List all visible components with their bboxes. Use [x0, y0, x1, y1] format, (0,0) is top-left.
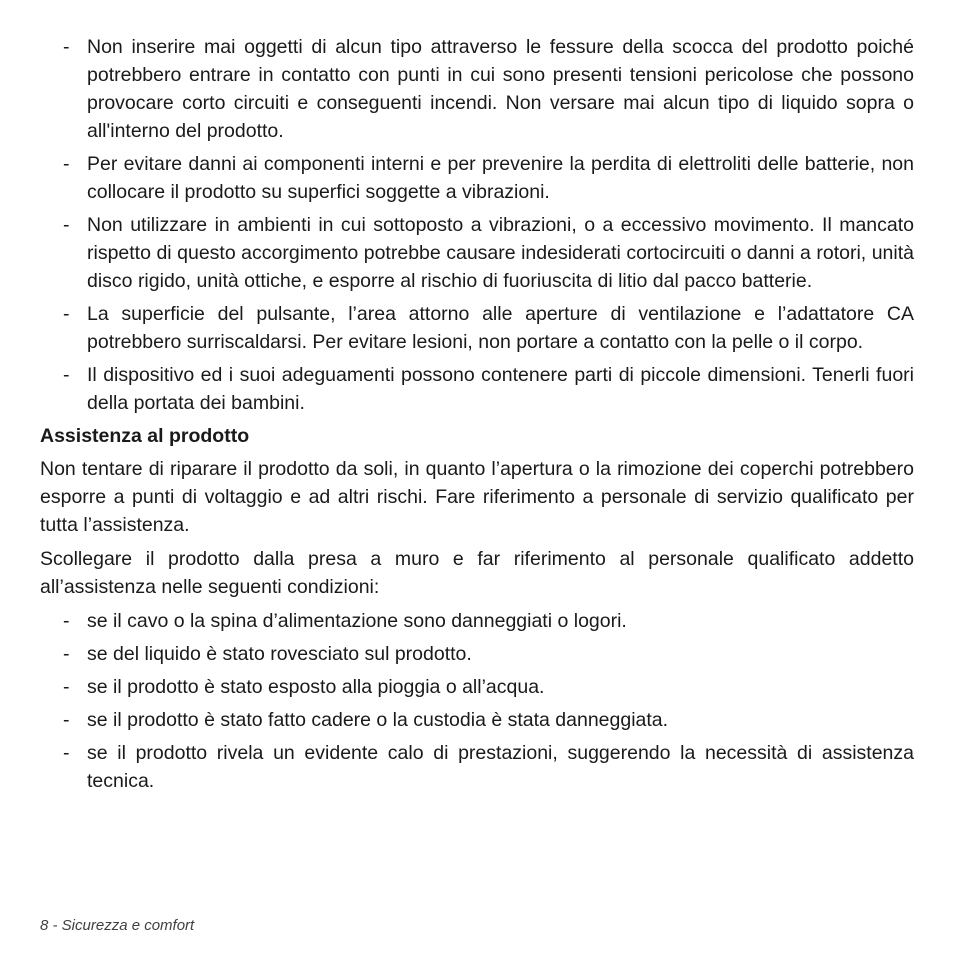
section-heading: Assistenza al prodotto — [40, 425, 250, 447]
dash-bullet: - — [63, 709, 70, 731]
page-content — [40, 33, 914, 800]
list-item-text: se il prodotto rivela un evidente calo di prestazioni, suggerendo la necessità di assistenza tecnica. — [87, 742, 914, 792]
dash-bullet: - — [63, 742, 70, 764]
dash-bullet: - — [63, 214, 70, 236]
list-item-text: Il dispositivo ed i suoi adeguamenti possono contenere parti di piccole dimensioni. Tenerli fuori della portata dei bambini. — [87, 364, 914, 414]
list-item — [40, 33, 914, 145]
list-item — [40, 300, 914, 356]
paragraph-repair-warning: Non tentare di riparare il prodotto da soli, in quanto l’apertura o la rimozione dei coperchi potrebbero esporre a punti di voltaggio e ad altri rischi. Fare riferimento a personale di servizio qualificato per tutta l’assistenza. — [40, 458, 914, 536]
list-item-text: se il prodotto è stato esposto alla pioggia o all’acqua. — [87, 676, 545, 698]
list-item — [40, 361, 914, 417]
list-item-text: Non inserire mai oggetti di alcun tipo attraverso le fessure della scocca del prodotto poiché potrebbero entrare in contatto con punti in cui sono presenti tensioni pericolose che possono provocare corto circuiti e conseguenti incendi. Non versare mai alcun tipo di liquido sopra o all'interno del prodotto. — [87, 36, 914, 142]
list-item — [40, 211, 914, 295]
list-item-text: La superficie del pulsante, l’area attorno alle aperture di ventilazione e l’adattatore CA potrebbero surriscaldarsi. Per evitare lesioni, non portare a contatto con la pelle o il corpo. — [87, 303, 914, 353]
dash-bullet: - — [63, 364, 70, 386]
list-item-text: se del liquido è stato rovesciato sul prodotto. — [87, 643, 472, 665]
list-item-text: se il prodotto è stato fatto cadere o la custodia è stata danneggiata. — [87, 709, 669, 731]
list-item-text: Non utilizzare in ambienti in cui sottoposto a vibrazioni, o a eccessivo movimento. Il mancato rispetto di questo accorgimento potrebbe causare indesiderati cortocircuiti o danni a rotori, unità disco rigido, unità ottiche, e esporre al rischio di fuoriuscita di litio dal pacco batterie. — [87, 214, 914, 292]
list-item — [40, 640, 914, 668]
dash-bullet: - — [63, 643, 70, 665]
dash-bullet: - — [63, 36, 70, 58]
safety-list — [40, 33, 914, 417]
list-item — [40, 706, 914, 734]
dash-bullet: - — [63, 303, 70, 325]
dash-bullet: - — [63, 676, 70, 698]
list-item-text: se il cavo o la spina d’alimentazione sono danneggiati o logori. — [87, 610, 627, 632]
page-footer: 8 - Sicurezza e comfort — [40, 917, 195, 934]
paragraph-service-conditions: Scollegare il prodotto dalla presa a muro e far riferimento al personale qualificato addetto all’assistenza nelle seguenti condizioni: — [40, 548, 914, 598]
conditions-list — [40, 607, 914, 795]
list-item-text: Per evitare danni ai componenti interni e per prevenire la perdita di elettroliti delle batterie, non collocare il prodotto su superfici soggette a vibrazioni. — [87, 153, 914, 203]
list-item — [40, 150, 914, 206]
list-item — [40, 607, 914, 635]
dash-bullet: - — [63, 610, 70, 632]
list-item — [40, 739, 914, 795]
dash-bullet: - — [63, 153, 70, 175]
list-item — [40, 673, 914, 701]
